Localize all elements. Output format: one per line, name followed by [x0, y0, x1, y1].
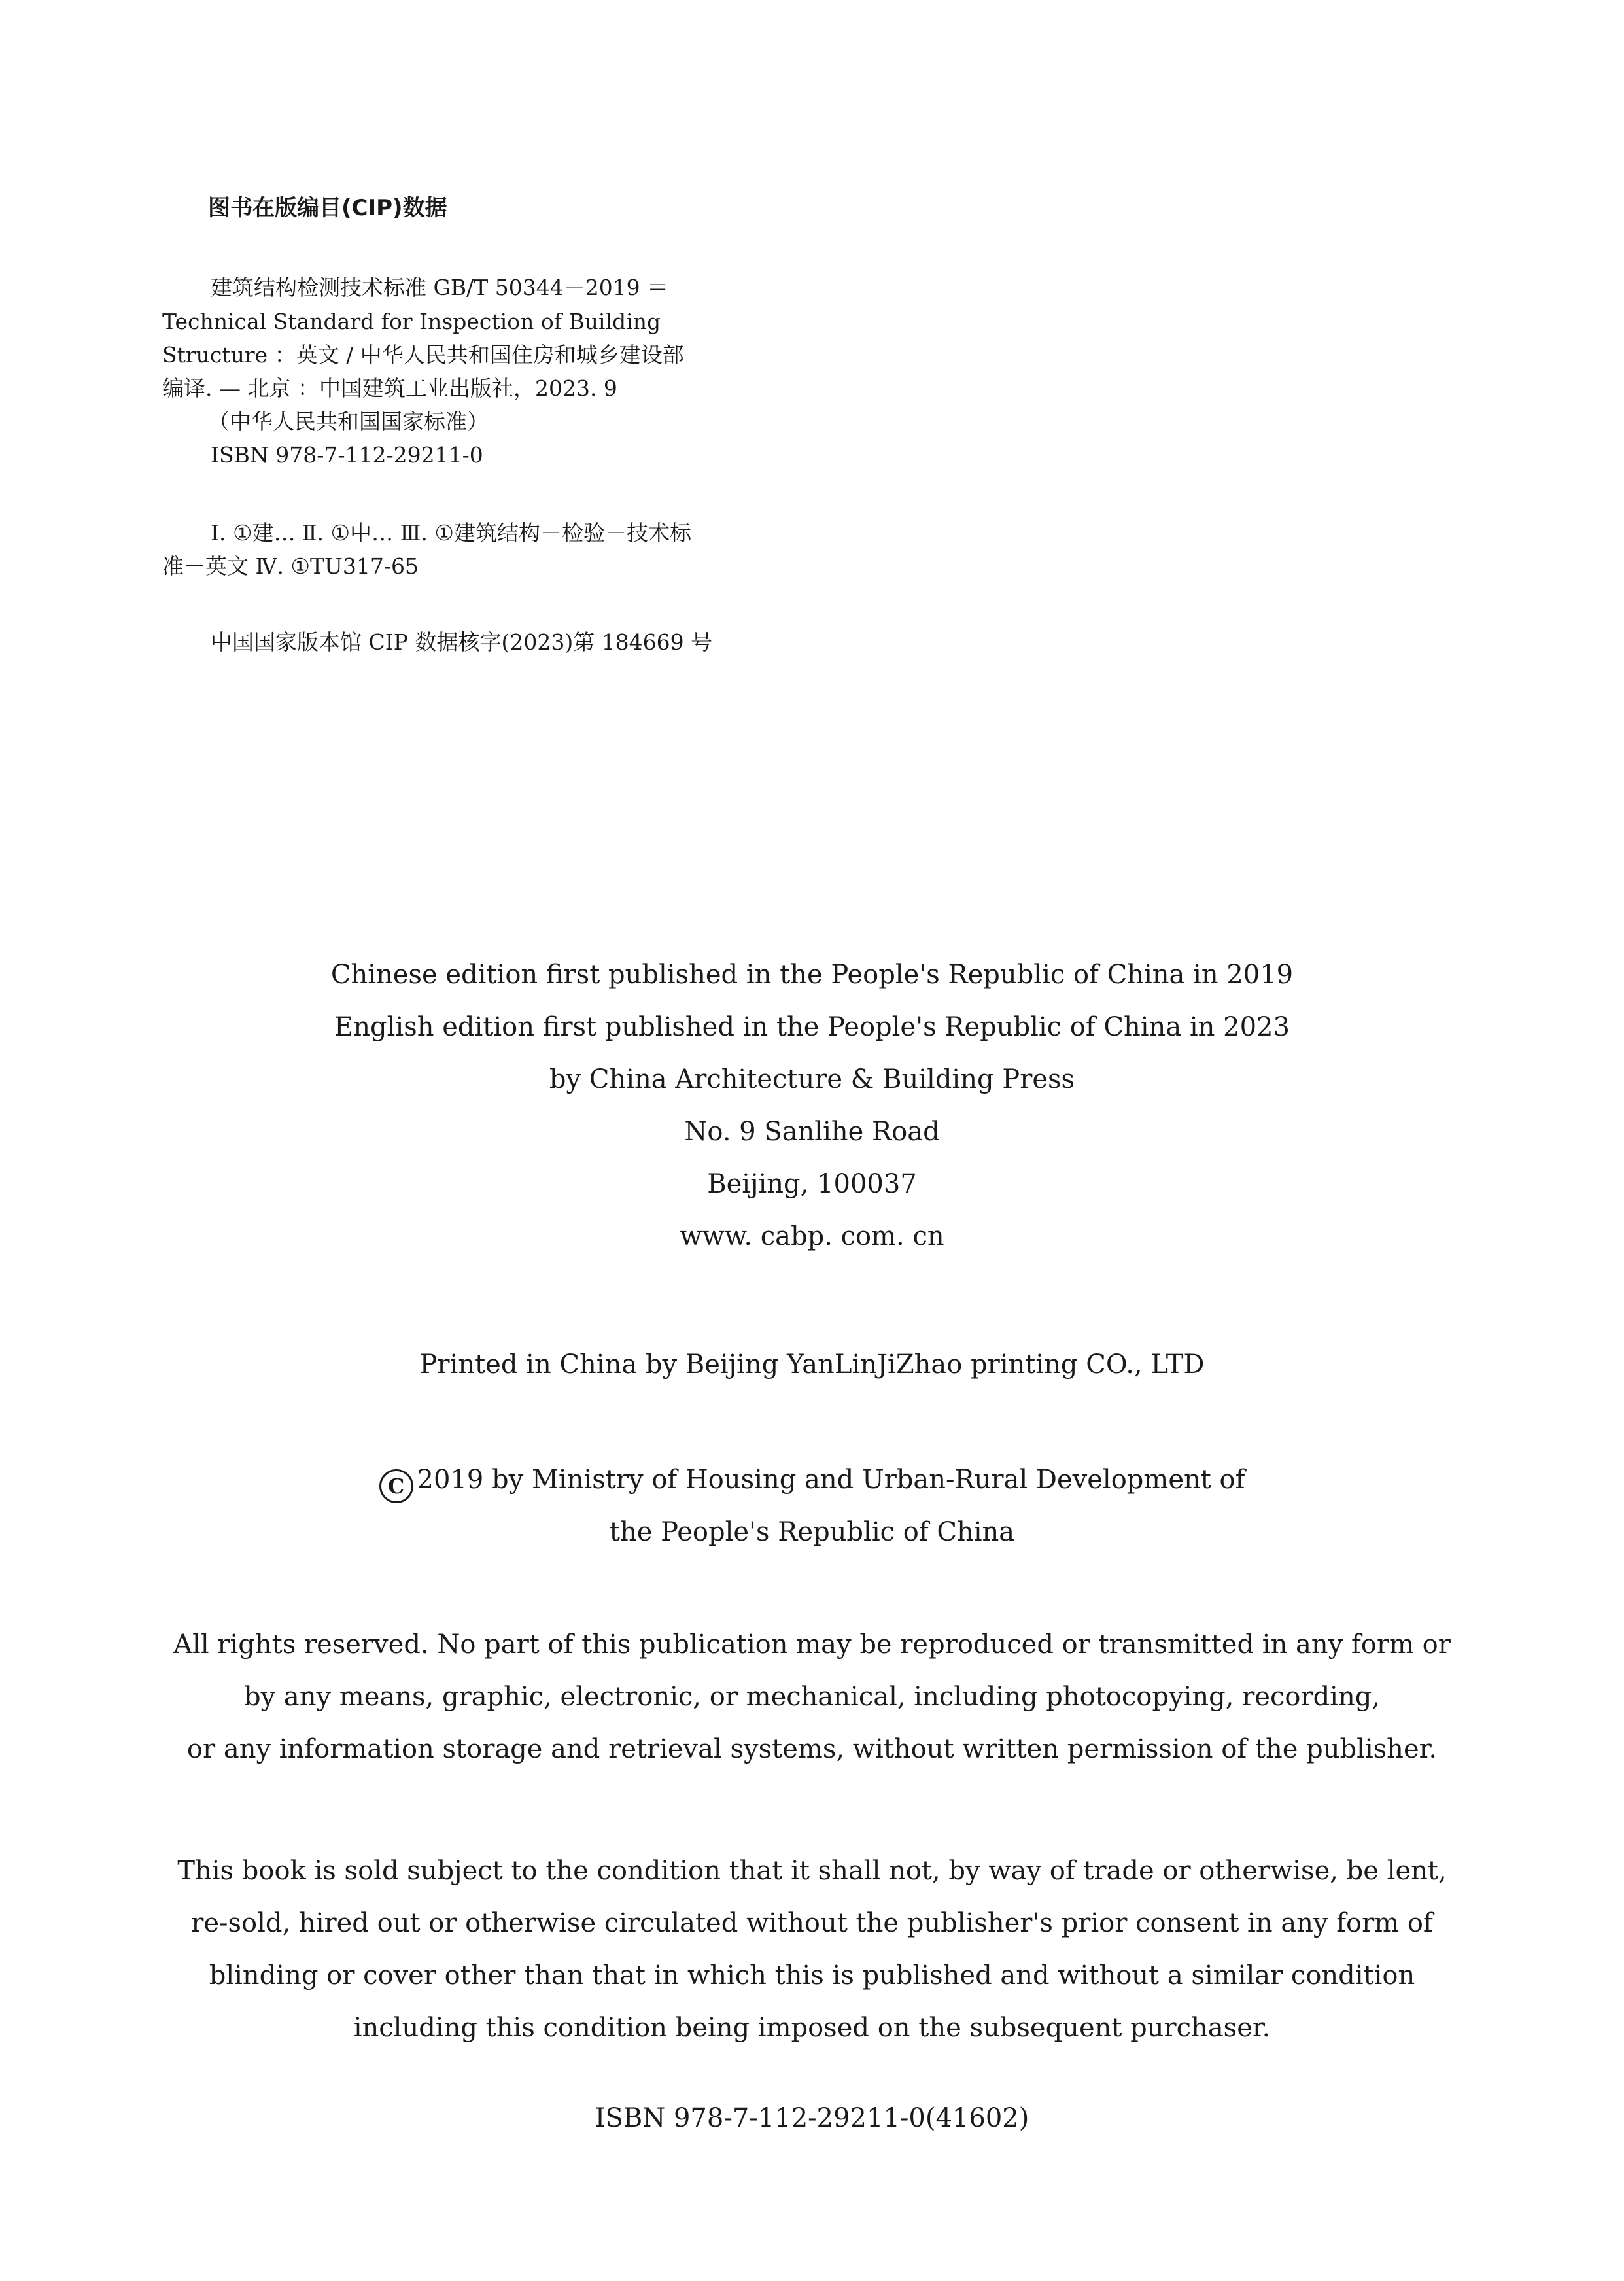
cip-title: 图书在版编目(CIP)数据 — [208, 195, 447, 221]
cip-line-responsibility: Structure ：英文 / 中华人民共和国住房和城乡建设部 — [162, 342, 684, 368]
chinese-edition-line: Chinese edition first published in the People's Republic of China in 2019 — [330, 960, 1294, 990]
cip-line-imprint: 编译. — 北京 ：中国建筑工业出版社，2023. 9 — [162, 375, 617, 401]
isbn-footer — [0, 2092, 1624, 2144]
cip-line-series: （中华人民共和国国家标准） — [208, 409, 489, 434]
copyright-line-2: the People's Republic of China — [609, 1517, 1015, 1547]
address-line: No. 9 Sanlihe Road — [684, 1117, 940, 1147]
website-line: www. cabp. com. cn — [680, 1221, 944, 1251]
cip-line-record-number: 中国国家版本馆 CIP 数据核字(2023)第 184669 号 — [211, 629, 713, 655]
publication-info — [0, 949, 1624, 1262]
printed-line: Printed in China by Beijing YanLinJiZhao printing CO., LTD — [419, 1349, 1205, 1380]
rights-line: All rights reserved. No part of this publication may be reproduced or transmitted in any form or — [173, 1629, 1451, 1660]
copyright-icon: C — [379, 1469, 413, 1503]
cip-line-english-title: Technical Standard for Inspection of Building — [162, 309, 661, 334]
sale-line: blinding or cover other than that in which this is published and without a similar condition — [209, 1960, 1415, 1991]
sale-condition — [0, 1845, 1624, 2054]
sale-line: This book is sold subject to the condition that it shall not, by way of trade or otherwise, be lent, — [177, 1856, 1447, 1886]
cip-line-classification: Ⅰ. ①建… Ⅱ. ①中… Ⅲ. ①建筑结构－检验－技术标 — [211, 520, 691, 546]
printer-info — [0, 1338, 1624, 1391]
cip-line-title: 建筑结构检测技术标准 GB/T 50344－2019 ＝ — [211, 275, 669, 300]
english-edition-line: English edition first published in the People's Republic of China in 2023 — [334, 1012, 1290, 1042]
rights-line: by any means, graphic, electronic, or mechanical, including photocopying, recording, — [243, 1682, 1381, 1712]
isbn-number: ISBN 978-7-112-29211-0(41602) — [595, 2103, 1029, 2133]
rights-line: or any information storage and retrieval systems, without written permission of the publisher. — [186, 1734, 1438, 1764]
copyright-line-1 — [0, 1454, 1624, 1506]
copyright-holder: 2019 by Ministry of Housing and Urban-Rural Development of — [417, 1465, 1245, 1495]
cip-line-isbn: ISBN 978-7-112-29211-0 — [211, 442, 483, 468]
sale-line: including this condition being imposed on the subsequent purchaser. — [353, 2013, 1271, 2043]
rights-reserved — [0, 1618, 1624, 1775]
sale-line: re-sold, hired out or otherwise circulated without the publisher's prior consent in any form of — [191, 1908, 1433, 1938]
copyright-notice — [0, 1454, 1624, 1558]
city-line: Beijing, 100037 — [707, 1169, 917, 1199]
cip-line-classification-cont: 准－英文 Ⅳ. ①TU317-65 — [162, 553, 419, 579]
publisher-line: by China Architecture & Building Press — [549, 1064, 1075, 1094]
